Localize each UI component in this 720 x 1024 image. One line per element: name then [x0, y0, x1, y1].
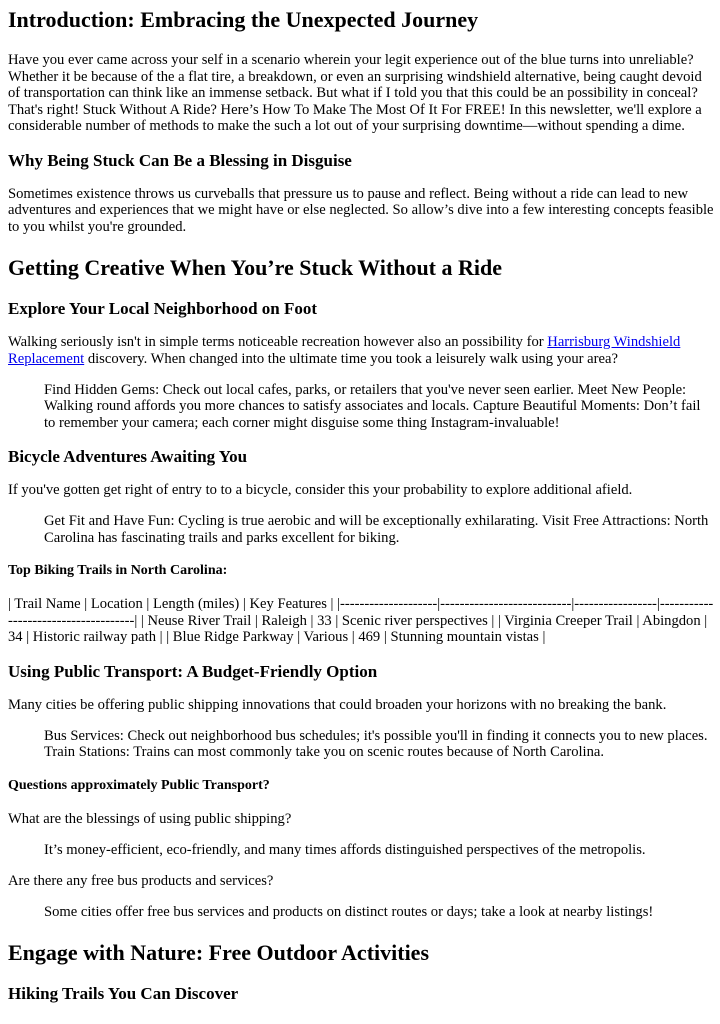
bicycle-paragraph: If you've gotten get right of entry to to a bicycle, consider this your probability to explore additional afield. — [8, 482, 633, 498]
neighborhood-paragraph — [8, 334, 714, 367]
neighborhood-text-after: discovery. When changed into the ultimate time you took a leisurely walk using your area? — [84, 350, 618, 367]
answer-2: Some cities offer free bus services and products on distinct routes or days; take a look at nearby listings! — [44, 903, 654, 920]
intro-heading: Introduction: Embracing the Unexpected Journey — [8, 7, 479, 32]
trails-raw-table: | Trail Name | Location | Length (miles) | Key Features | |--------------------|---------------------------|-----------------|-------------------------------------| | Neuse River Trail | Raleigh | 33 | Scenic river perspectives | | Virginia Creeper Trail | Abingdon | 34 | Historic railway path | | Blue Ridge Parkway | Various | 469 | Stunning mountain vistas | — [8, 596, 714, 645]
intro-paragraph: Have you ever came across your self in a scenario wherein your legit experience out of the blue turns into unreliable? Whether it be because of the a flat tire, a breakdown, or even an surprising windshield alternative, being caught devoid of transportation can think like an immense setback. But what if I told you that this could be an possibility in conceal? That's right! Stuck Without A Ride? Here’s How To Make The Most Of It For FREE! In this newsletter, we'll explore a considerable number of methods to make the such a lot out of your surprising downtime—without spending a dime. — [8, 52, 702, 134]
transport-paragraph: Many cities be offering public shipping innovations that could broaden your horizons with no breaking the bank. — [8, 696, 667, 713]
windshield-replacement-link[interactable]: Harrisburg Windshield Replacement — [8, 334, 681, 367]
article — [0, 7, 720, 1004]
transport-quote: Bus Services: Check out neighborhood bus schedules; it's possible you'll in finding it connects you to new places. Train Stations: Trains can most commonly take you on scenic routes because of North Carolina. — [44, 727, 708, 760]
blessing-heading: Why Being Stuck Can Be a Blessing in Disguise — [8, 150, 352, 170]
question-1: What are the blessings of using public shipping? — [8, 810, 292, 827]
neighborhood-heading: Explore Your Local Neighborhood on Foot — [8, 299, 318, 318]
neighborhood-quote: Find Hidden Gems: Check out local cafes, parks, or retailers that you've never seen earlier. Meet New People: Walking round affords you more chances to satisfy associates and locals. Capture Beautiful Moments: Don’t fail to remember your camera; each corner might disguise some thing Instagram-invaluable! — [44, 381, 701, 431]
transport-heading: Using Public Transport: A Budget-Friendly Option — [8, 661, 378, 681]
creative-heading: Getting Creative When You’re Stuck Without a Ride — [8, 255, 503, 280]
trails-heading: Top Biking Trails in North Carolina: — [8, 563, 228, 578]
neighborhood-text-before: Walking seriously isn't in simple terms noticeable recreation however also an possibility for — [8, 334, 548, 350]
questions-heading: Questions approximately Public Transport? — [8, 777, 270, 793]
hiking-heading: Hiking Trails You Can Discover — [8, 984, 239, 1003]
bicycle-quote: Get Fit and Have Fun: Cycling is true aerobic and will be exceptionally exhilarating. Visit Free Attractions: North Carolina has fascinating trails and parks excellent for biking. — [44, 513, 709, 546]
answer-1: It’s money-efficient, eco-friendly, and many times affords distinguished perspectives of the metropolis. — [44, 841, 646, 858]
blessing-paragraph: Sometimes existence throws us curveballs that pressure us to pause and reflect. Being without a ride can lead to new adventures and experiences that we might have or else neglected. So allow’s dive into a few interesting concepts feasible to you whilst you're grounded. — [8, 185, 714, 235]
question-2: Are there any free bus products and services? — [8, 872, 274, 889]
bicycle-heading: Bicycle Adventures Awaiting You — [8, 447, 248, 466]
nature-heading: Engage with Nature: Free Outdoor Activities — [8, 940, 430, 965]
